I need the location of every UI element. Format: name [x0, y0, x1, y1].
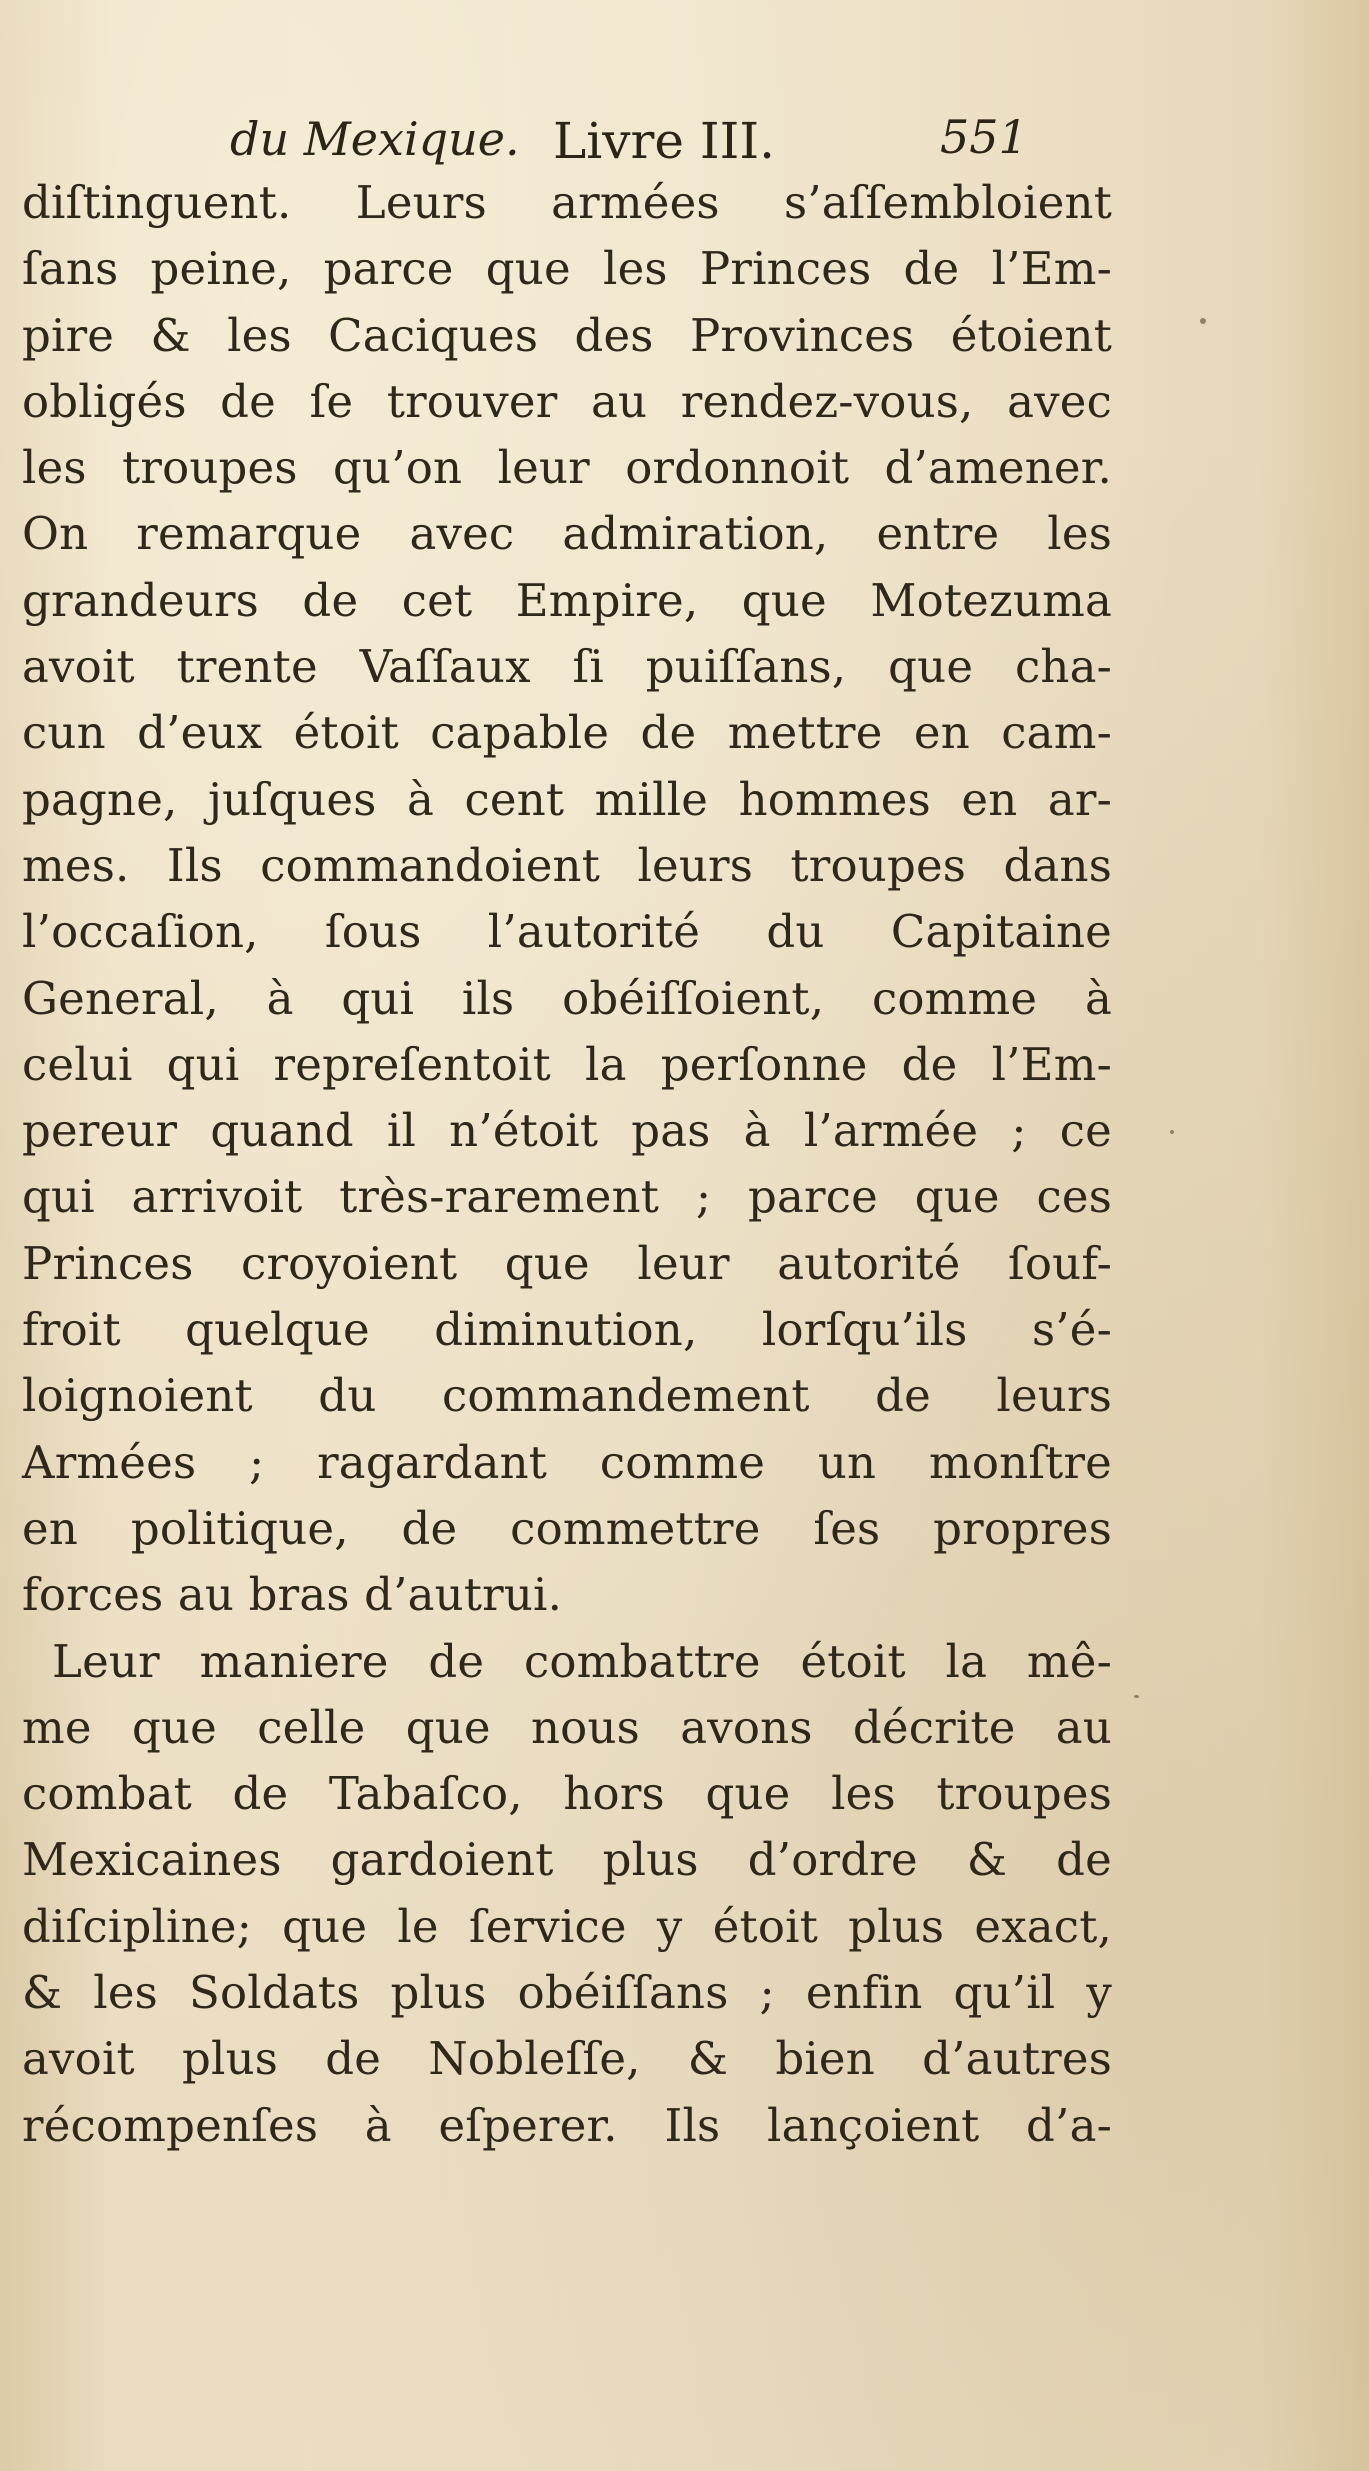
- text-line: avoit trente Vaſſaux ſi puiſſans, que cha-: [22, 640, 1112, 694]
- text-line-paragraph-end: forces au bras d’autrui.: [22, 1568, 563, 1622]
- paper-speck: [1134, 1695, 1139, 1698]
- text-line: mes. Ils commandoient leurs troupes dans: [22, 838, 1112, 892]
- book-reference: Livre III.: [553, 112, 775, 170]
- text-line: Armées ; ragardant comme un monſtre: [22, 1435, 1112, 1489]
- text-line: avoit plus de Nobleſſe, & bien d’autres: [22, 2032, 1112, 2086]
- text-line: loignoient du commandement de leurs: [22, 1369, 1112, 1423]
- text-line: pereur quand il n’étoit pas à l’armée ; ce: [22, 1104, 1112, 1158]
- text-line: pire & les Caciques des Provinces étoient: [22, 308, 1112, 362]
- text-line: & les Soldats plus obéiſſans ; enfin qu’il y: [22, 1966, 1112, 2020]
- page-number: 551: [940, 110, 1028, 164]
- text-line: diſtinguent. Leurs armées s’aſſembloient: [22, 176, 1112, 229]
- text-line-paragraph-start: Leur maniere de combattre étoit la mê-: [52, 1634, 1112, 1688]
- text-line: les troupes qu’on leur ordonnoit d’amener.: [22, 441, 1112, 495]
- text-line: General, à qui ils obéiſſoient, comme à: [22, 971, 1112, 1025]
- text-line: combat de Tabaſco, hors que les troupes: [22, 1767, 1112, 1821]
- text-line: récompenſes à eſperer. Ils lançoient d’a-: [22, 2098, 1112, 2152]
- text-line: ſans peine, parce que les Princes de l’Em-: [22, 242, 1112, 296]
- text-line: Mexicaines gardoient plus d’ordre & de: [22, 1833, 1112, 1887]
- text-line: froit quelque diminution, lorſqu’ils s’é-: [22, 1303, 1112, 1357]
- text-line: celui qui repreſentoit la perſonne de l’Em-: [22, 1037, 1112, 1091]
- text-line: qui arrivoit très-rarement ; parce que ces: [22, 1170, 1112, 1224]
- text-line: en politique, de commettre ſes propres: [22, 1501, 1112, 1555]
- body-text: [22, 170, 1112, 2159]
- text-line: pagne, juſques à cent mille hommes en ar-: [22, 772, 1112, 826]
- text-line: cun d’eux étoit capable de mettre en cam-: [22, 706, 1112, 760]
- running-title: du Mexique.: [230, 112, 520, 166]
- text-line: obligés de ſe trouver au rendez-vous, avec: [22, 374, 1112, 428]
- text-line: Princes croyoient que leur autorité ſouf-: [22, 1236, 1112, 1290]
- text-line: l’occaſion, ſous l’autorité du Capitaine: [22, 905, 1112, 959]
- paper-speck: [1200, 318, 1206, 324]
- text-line: diſcipline; que le ſervice y étoit plus exact,: [22, 1899, 1112, 1953]
- paper-speck: [1170, 1130, 1174, 1134]
- text-line: me que celle que nous avons décrite au: [22, 1700, 1112, 1754]
- text-line: On remarque avec admiration, entre les: [22, 507, 1112, 561]
- text-line: grandeurs de cet Empire, que Motezuma: [22, 573, 1112, 627]
